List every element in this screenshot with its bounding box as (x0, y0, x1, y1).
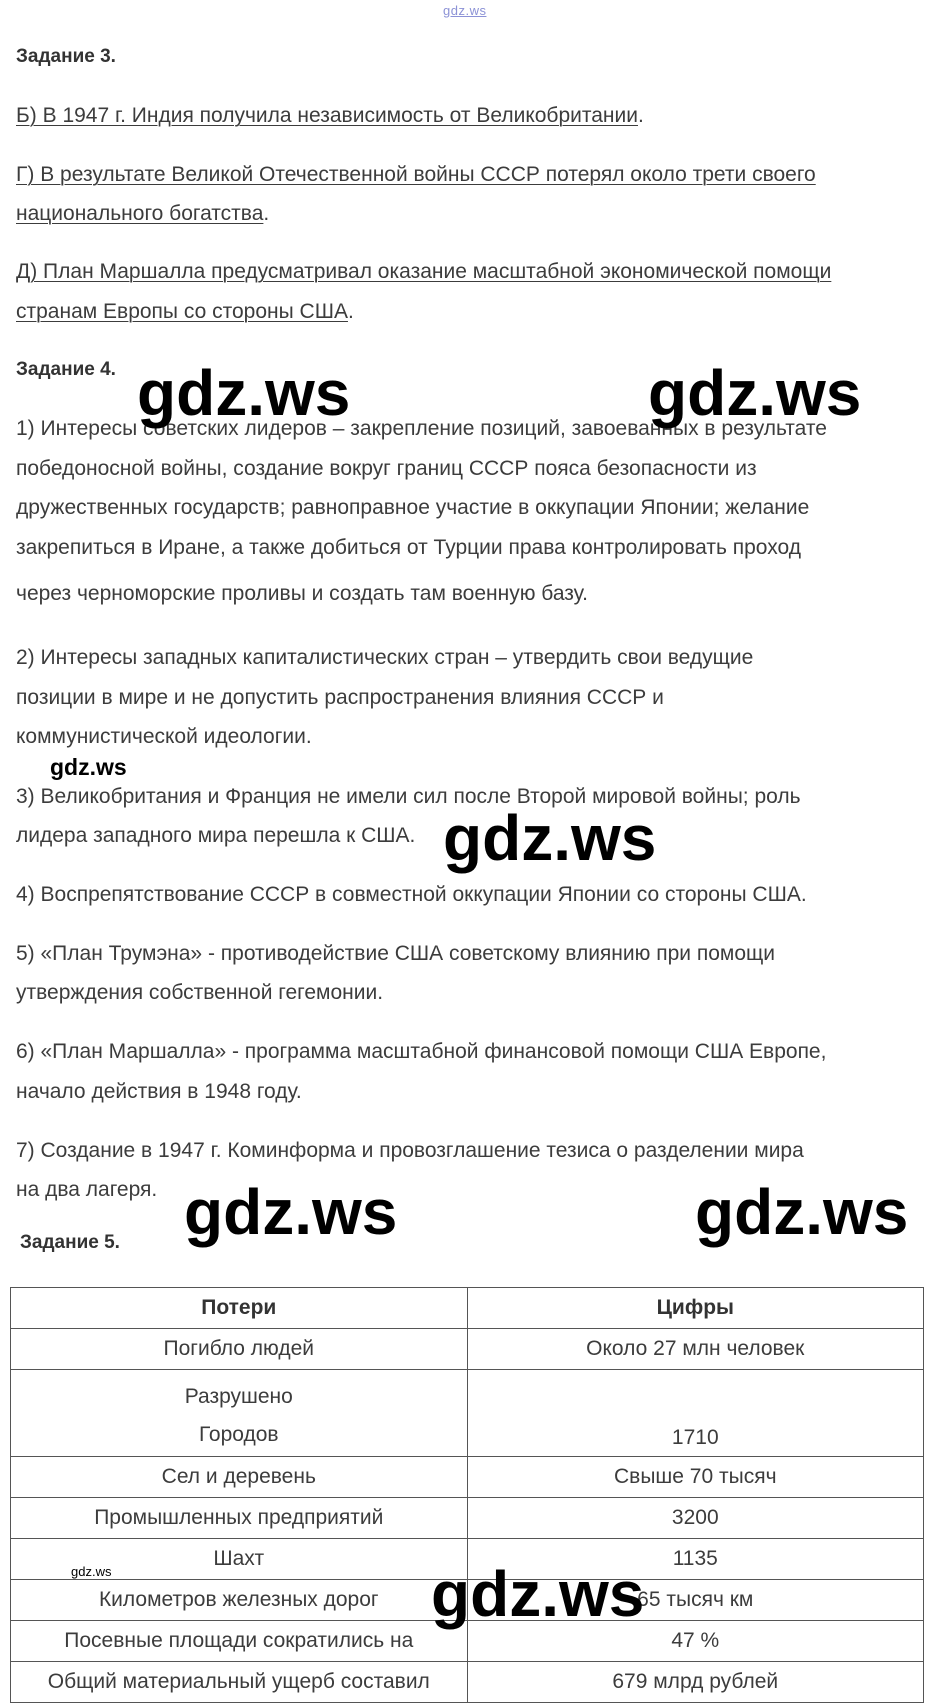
table-cell: 1710 (467, 1370, 923, 1457)
watermark-logo: gdz.ws (71, 1564, 112, 1579)
task4-line: 4) Воспрепятствование СССР в совместной оккупации Японии со стороны США. (16, 883, 807, 906)
table-row (11, 1457, 924, 1498)
table-cell: Километров железных дорог (11, 1580, 468, 1621)
watermark-logo: gdz.ws (137, 357, 351, 429)
table-cell: 47 % (467, 1621, 923, 1662)
task4-line: 7) Создание в 1947 г. Коминформа и провозглашение тезиса о разделении мира (16, 1139, 804, 1162)
table-row (11, 1498, 924, 1539)
task4-line: 3) Великобритания и Франция не имели сил после Второй мировой войны; роль (16, 785, 801, 808)
task3-item-d-line2 (16, 300, 354, 324)
table-cell: Посевные площади сократились на (11, 1621, 468, 1662)
table-cell: 65 тысяч км (467, 1580, 923, 1621)
losses-table (10, 1287, 924, 1703)
watermark-logo: gdz.ws (50, 754, 127, 780)
column-header-losses: Потери (11, 1288, 468, 1329)
task4-line: лидера западного мира перешла к США. (16, 824, 416, 847)
task4-line: позиции в мире и не допустить распространения влияния СССР и (16, 686, 664, 709)
task4-line: 5) «План Трумэна» - противодействие США советскому влиянию при помощи (16, 942, 776, 965)
table-cell: Свыше 70 тысяч (467, 1457, 923, 1498)
task4-line: 1) Интересы советских лидеров – закрепление позиций, завоеванных в результате (16, 417, 827, 440)
task4-line: начало действия в 1948 году. (16, 1080, 302, 1103)
task4-line: победоносной войны, создание вокруг границ СССР пояса безопасности из (16, 457, 757, 480)
table-group-label: Разрушено (184, 1385, 293, 1408)
table-header-row (11, 1288, 924, 1329)
task3-item-d-line1 (16, 260, 831, 284)
task4-line: коммунистической идеологии. (16, 725, 312, 748)
task4-line: 6) «План Маршалла» - программа масштабной финансовой помощи США Европе, (16, 1040, 827, 1063)
watermark-logo: gdz.ws (443, 802, 657, 874)
task3-item-b (16, 104, 644, 128)
task3-item-g-text2: национального богатства (16, 202, 264, 225)
watermark-logo: gdz.ws (648, 357, 862, 429)
task3-item-b-text: Б) В 1947 г. Индия получила независимость от Великобритании (16, 104, 638, 127)
table-cell: Около 27 млн человек (467, 1329, 923, 1370)
task3-item-g-line1 (16, 163, 816, 187)
task4-line: 2) Интересы западных капиталистических стран – утвердить свои ведущие (16, 646, 754, 669)
table-cell: 679 млрд рублей (467, 1662, 923, 1703)
table-cell: 1135 (467, 1539, 923, 1580)
task5-heading: Задание 5. (20, 1232, 120, 1253)
table-cell: Погибло людей (11, 1329, 468, 1370)
table-row (11, 1662, 924, 1703)
task4-line: через черноморские проливы и создать там военную базу. (16, 582, 588, 605)
task3-item-g-tail: . (263, 202, 270, 225)
watermark-logo: gdz.ws (431, 1558, 645, 1630)
task3-item-d-tail: . (347, 300, 354, 323)
task4-heading: Задание 4. (16, 359, 116, 380)
task4-line: закрепиться в Иране, а также добиться от Турции права контролировать проход (16, 536, 801, 559)
table-cell: 3200 (467, 1498, 923, 1539)
table-cell (11, 1370, 468, 1457)
top-watermark[interactable]: gdz.ws (443, 3, 487, 18)
task3-heading: Задание 3. (16, 46, 116, 67)
task3-item-g-text1: Г) В результате Великой Отечественной войны СССР потерял около трети своего (16, 163, 816, 186)
task3-item-b-tail: . (637, 104, 644, 127)
task3-item-g-line2 (16, 202, 269, 226)
watermark-logo: gdz.ws (184, 1176, 398, 1248)
watermark-logo: gdz.ws (695, 1176, 909, 1248)
table-sub-label: Городов (198, 1423, 279, 1446)
task4-line: на два лагеря. (16, 1178, 158, 1201)
task4-line: дружественных государств; равноправное участие в оккупации Японии; желание (16, 496, 810, 519)
table-row (11, 1370, 924, 1457)
table-cell: Промышленных предприятий (11, 1498, 468, 1539)
table-cell: Шахт (11, 1539, 468, 1580)
task3-item-d-text2: странам Европы со стороны США (16, 300, 348, 323)
table-row (11, 1329, 924, 1370)
table-cell: Сел и деревень (11, 1457, 468, 1498)
column-header-figures: Цифры (467, 1288, 923, 1329)
task4-line: утверждения собственной гегемонии. (16, 981, 384, 1004)
table-cell: Общий материальный ущерб составил (11, 1662, 468, 1703)
task3-item-d-text1: Д) План Маршалла предусматривал оказание масштабной экономической помощи (16, 260, 832, 283)
